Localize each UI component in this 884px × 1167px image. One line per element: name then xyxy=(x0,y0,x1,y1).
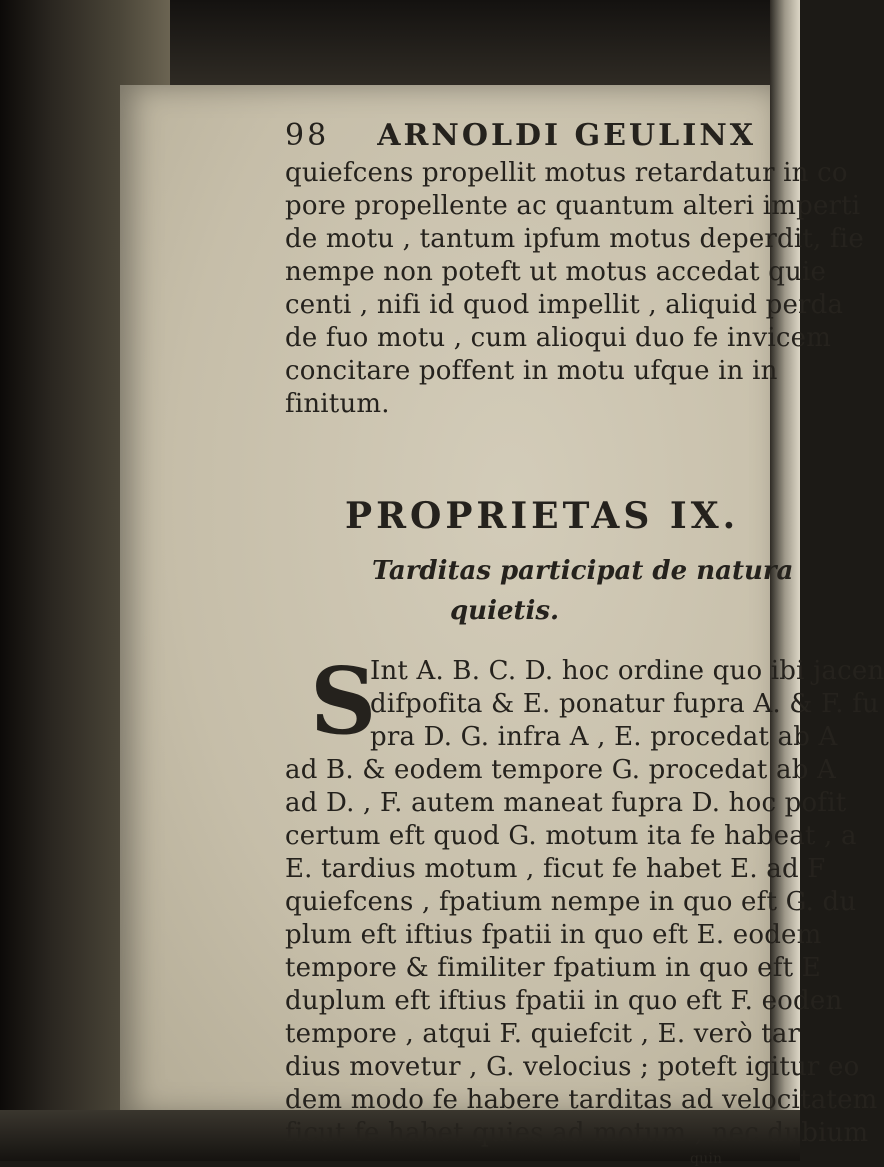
body-line: pra D. G. infra A , E. procedat ab A xyxy=(370,722,838,752)
body-line: difpofita & E. ponatur fupra A. & F. fu xyxy=(370,689,879,719)
body-line: certum eft quod G. motum ita fe habeat , a xyxy=(285,821,857,851)
intro-line: quiefcens propellit motus retardatur in co xyxy=(285,158,848,188)
body-line: dem modo fe habere tarditas ad velocitatem xyxy=(285,1085,878,1115)
catchword: quin xyxy=(690,1151,723,1167)
drop-cap: S xyxy=(310,647,377,755)
body-line: duplum eft iftius fpatii in quo eft F. eoden xyxy=(285,986,843,1016)
intro-line: nempe non poteft ut motus accedat quie xyxy=(285,257,827,287)
body-line: Int A. B. C. D. hoc ordine quo ibi jacen xyxy=(370,656,884,686)
body-line: ad D. , F. autem maneat fupra D. hoc pofit xyxy=(285,788,847,818)
running-title: ARNOLDI GEULINX xyxy=(377,118,757,153)
running-header xyxy=(285,118,756,153)
intro-line: finitum. xyxy=(285,389,390,419)
intro-line: de fuo motu , cum alioqui duo fe invicem xyxy=(285,323,832,353)
page-number: 98 xyxy=(285,118,330,153)
section-subtitle: quietis. xyxy=(450,596,560,626)
body-line: quiefcens , fpatium nempe in quo eft G. du xyxy=(285,887,857,917)
body-line: dius movetur , G. velocius ; poteft igitur eo xyxy=(285,1052,860,1082)
body-line: ficut fe habet quies ad motum , nec dubium xyxy=(285,1118,869,1148)
intro-line: pore propellente ac quantum alteri imperti xyxy=(285,191,861,221)
body-line: tempore & fimiliter fpatium in quo eft E xyxy=(285,953,821,983)
section-subtitle: Tarditas participat de natura xyxy=(372,556,794,586)
intro-line: concitare poffent in motu ufque in in xyxy=(285,356,778,386)
body-line: E. tardius motum , ficut fe habet E. ad F xyxy=(285,854,826,884)
intro-line: de motu , tantum ipfum motus deperdit, fie xyxy=(285,224,864,254)
intro-line: centi , nifi id quod impellit , aliquid perda xyxy=(285,290,844,320)
body-line: ad B. & eodem tempore G. procedat ab A xyxy=(285,755,836,785)
body-line: plum eft iftius fpatii in quo eft E. eodem xyxy=(285,920,822,950)
section-heading: PROPRIETAS IX. xyxy=(345,495,740,537)
body-line: tempore , atqui F. quiefcit , E. verò tar xyxy=(285,1019,801,1049)
